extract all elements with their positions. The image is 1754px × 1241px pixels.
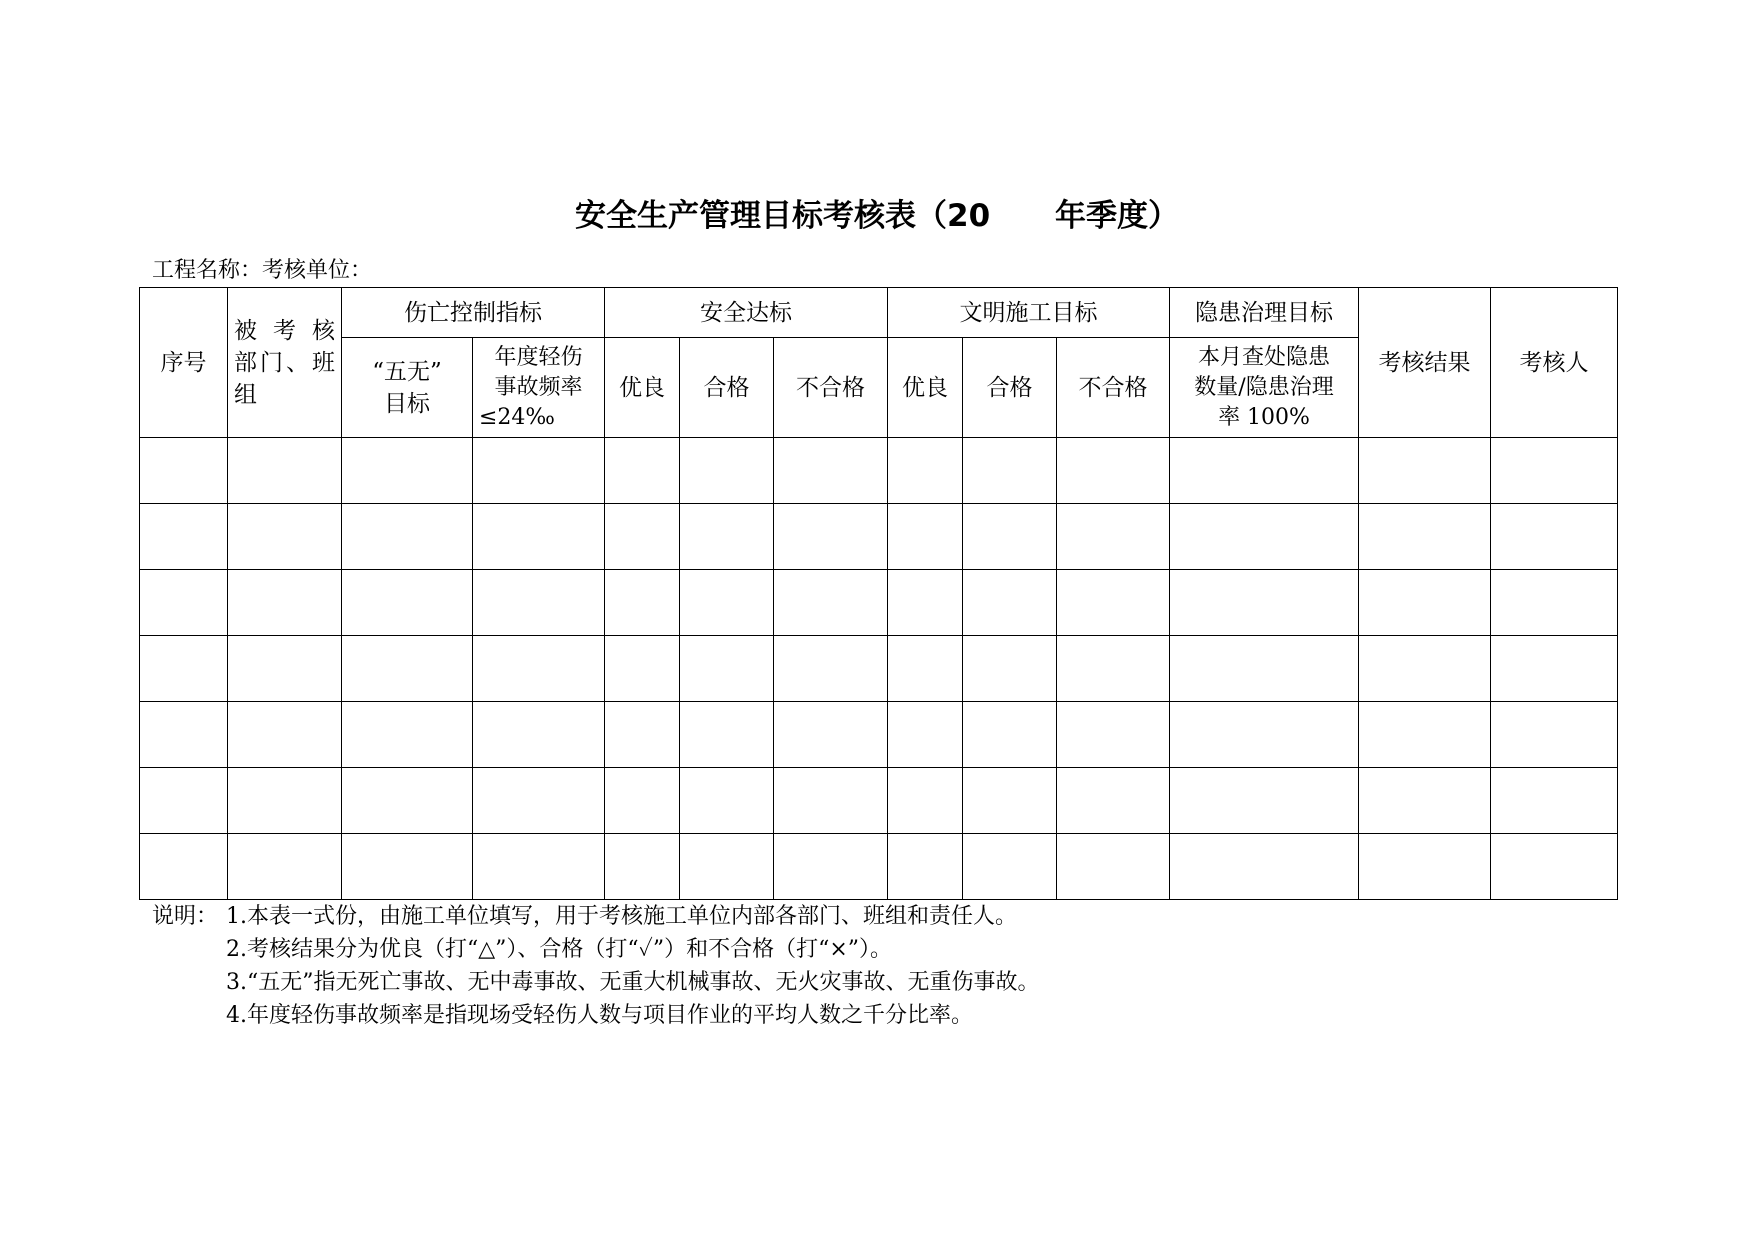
table-cell[interactable] [1170, 768, 1359, 834]
notes-prefix: 说明： [152, 904, 219, 929]
table-cell[interactable] [473, 636, 605, 702]
table-cell[interactable] [228, 438, 342, 504]
table-cell[interactable] [140, 504, 228, 570]
project-name-line: 工程名称：考核单位： [152, 258, 373, 283]
table-cell[interactable] [963, 504, 1057, 570]
table-cell[interactable] [605, 768, 680, 834]
table-cell[interactable] [605, 504, 680, 570]
table-cell[interactable] [1491, 834, 1618, 900]
table-cell[interactable] [140, 570, 228, 636]
header-assessor: 考核人 [1491, 288, 1618, 438]
header-hazard-rate-line: 率 100% [1218, 404, 1310, 430]
table-cell[interactable] [1491, 636, 1618, 702]
table-cell[interactable] [1170, 504, 1359, 570]
table-cell[interactable] [774, 768, 888, 834]
table-cell[interactable] [473, 702, 605, 768]
table-cell[interactable] [680, 570, 774, 636]
table-cell[interactable] [605, 570, 680, 636]
note-item [152, 999, 1040, 1032]
table-cell[interactable] [774, 438, 888, 504]
table-cell[interactable] [680, 504, 774, 570]
note-text: 2.考核结果分为优良（打“△”）、合格（打“✓”）和不合格（打“×”）。 [226, 937, 893, 962]
table-row [140, 702, 1618, 768]
header-five-no-line: 目标 [384, 390, 430, 417]
table-cell[interactable] [888, 438, 963, 504]
table-cell[interactable] [342, 702, 473, 768]
table-cell[interactable] [963, 702, 1057, 768]
table-cell[interactable] [963, 636, 1057, 702]
header-five-no [342, 338, 473, 438]
table-cell[interactable] [1491, 504, 1618, 570]
table-cell[interactable] [1491, 768, 1618, 834]
table-cell[interactable] [1057, 834, 1170, 900]
header-hazard-rate [1170, 338, 1359, 438]
table-cell[interactable] [342, 768, 473, 834]
table-cell[interactable] [1057, 570, 1170, 636]
table-cell[interactable] [963, 768, 1057, 834]
table-cell[interactable] [680, 636, 774, 702]
header-injury-frequency-line: ≤24‰ [479, 404, 555, 430]
table-cell[interactable] [1491, 702, 1618, 768]
note-text: 3.“五无”指无死亡事故、无中毒事故、无重大机械事故、无火灾事故、无重伤事故。 [226, 970, 1040, 995]
table-cell[interactable] [1057, 768, 1170, 834]
table-cell[interactable] [1057, 438, 1170, 504]
header-dept-line: 被 考 核 [234, 317, 335, 344]
table-cell[interactable] [774, 702, 888, 768]
header-dept [228, 288, 342, 438]
table-cell[interactable] [1359, 702, 1491, 768]
header-safety-pass: 合格 [680, 338, 774, 438]
table-cell[interactable] [1170, 438, 1359, 504]
table-cell[interactable] [680, 702, 774, 768]
table-cell[interactable] [1359, 570, 1491, 636]
header-civil-pass: 合格 [963, 338, 1057, 438]
table-cell[interactable] [140, 834, 228, 900]
note-item [152, 933, 1040, 966]
table-cell[interactable] [1359, 636, 1491, 702]
table-cell[interactable] [140, 438, 228, 504]
note-text: 1.本表一式份，由施工单位填写，用于考核施工单位内部各部门、班组和责任人。 [226, 904, 1017, 929]
table-cell[interactable] [1170, 636, 1359, 702]
header-result: 考核结果 [1359, 288, 1491, 438]
table-cell[interactable] [473, 504, 605, 570]
header-dept-line: 部门、班 [234, 349, 335, 376]
table-row [140, 504, 1618, 570]
table-row [140, 834, 1618, 900]
table-cell[interactable] [228, 834, 342, 900]
table-cell[interactable] [140, 702, 228, 768]
table-cell[interactable] [228, 636, 342, 702]
assessment-table [139, 287, 1618, 900]
table-cell[interactable] [342, 636, 473, 702]
table-row [140, 438, 1618, 504]
table-cell[interactable] [605, 702, 680, 768]
table-cell[interactable] [1170, 702, 1359, 768]
header-five-no-line: “五无” [372, 358, 442, 385]
table-cell[interactable] [888, 504, 963, 570]
table-cell[interactable] [228, 504, 342, 570]
table-cell[interactable] [963, 570, 1057, 636]
table-cell[interactable] [228, 768, 342, 834]
table-cell[interactable] [342, 504, 473, 570]
table-cell[interactable] [774, 636, 888, 702]
header-civil-fail: 不合格 [1057, 338, 1170, 438]
table-cell[interactable] [342, 438, 473, 504]
table-cell[interactable] [1491, 438, 1618, 504]
header-safety-excellent: 优良 [605, 338, 680, 438]
header-civil-excellent: 优良 [888, 338, 963, 438]
header-safety-fail: 不合格 [774, 338, 888, 438]
table-cell[interactable] [140, 768, 228, 834]
notes-section [152, 900, 1040, 1032]
table-cell[interactable] [228, 702, 342, 768]
table-cell[interactable] [1170, 834, 1359, 900]
header-civil-group: 文明施工目标 [888, 288, 1170, 338]
table-cell[interactable] [963, 834, 1057, 900]
table-cell[interactable] [1359, 768, 1491, 834]
table-cell[interactable] [140, 636, 228, 702]
table-cell[interactable] [1057, 636, 1170, 702]
table-cell[interactable] [473, 834, 605, 900]
table-cell[interactable] [888, 702, 963, 768]
table-cell[interactable] [1491, 570, 1618, 636]
header-injury-group: 伤亡控制指标 [342, 288, 605, 338]
table-cell[interactable] [888, 768, 963, 834]
table-cell[interactable] [605, 636, 680, 702]
table-row [140, 768, 1618, 834]
table-cell[interactable] [774, 504, 888, 570]
table-cell[interactable] [680, 834, 774, 900]
table-cell[interactable] [774, 570, 888, 636]
header-safety-group: 安全达标 [605, 288, 888, 338]
table-cell[interactable] [1057, 504, 1170, 570]
note-item [152, 966, 1040, 999]
header-injury-frequency-line: 年度轻伤 [494, 344, 583, 370]
table-cell[interactable] [605, 834, 680, 900]
table-cell[interactable] [342, 834, 473, 900]
header-hazard-rate-line: 数量/隐患治理 [1194, 374, 1334, 400]
header-injury-frequency [473, 338, 605, 438]
table-cell[interactable] [888, 570, 963, 636]
table-cell[interactable] [1359, 438, 1491, 504]
table-cell[interactable] [680, 768, 774, 834]
table-cell[interactable] [888, 834, 963, 900]
table-cell[interactable] [473, 768, 605, 834]
header-dept-line: 组 [234, 381, 257, 408]
note-text: 4.年度轻伤事故频率是指现场受轻伤人数与项目作业的平均人数之千分比率。 [226, 1003, 973, 1028]
table-row [140, 636, 1618, 702]
table-row [140, 570, 1618, 636]
table-cell[interactable] [473, 438, 605, 504]
header-seq: 序号 [140, 288, 228, 438]
table-cell[interactable] [605, 438, 680, 504]
header-row-1 [140, 288, 1618, 338]
table-cell[interactable] [963, 438, 1057, 504]
table-cell[interactable] [680, 438, 774, 504]
table-cell[interactable] [342, 570, 473, 636]
table-cell[interactable] [228, 570, 342, 636]
table-cell[interactable] [774, 834, 888, 900]
form-title: 安全生产管理目标考核表（20 年季度） [575, 198, 1179, 234]
header-hazard-rate-line: 本月查处隐患 [1198, 344, 1331, 370]
table-cell[interactable] [888, 636, 963, 702]
table-cell[interactable] [473, 570, 605, 636]
table-cell[interactable] [1170, 570, 1359, 636]
table-cell[interactable] [1057, 702, 1170, 768]
table-cell[interactable] [1359, 504, 1491, 570]
note-item [152, 900, 1040, 933]
table-cell[interactable] [1359, 834, 1491, 900]
header-hazard-group: 隐患治理目标 [1170, 288, 1359, 338]
header-injury-frequency-line: 事故频率 [494, 374, 583, 400]
